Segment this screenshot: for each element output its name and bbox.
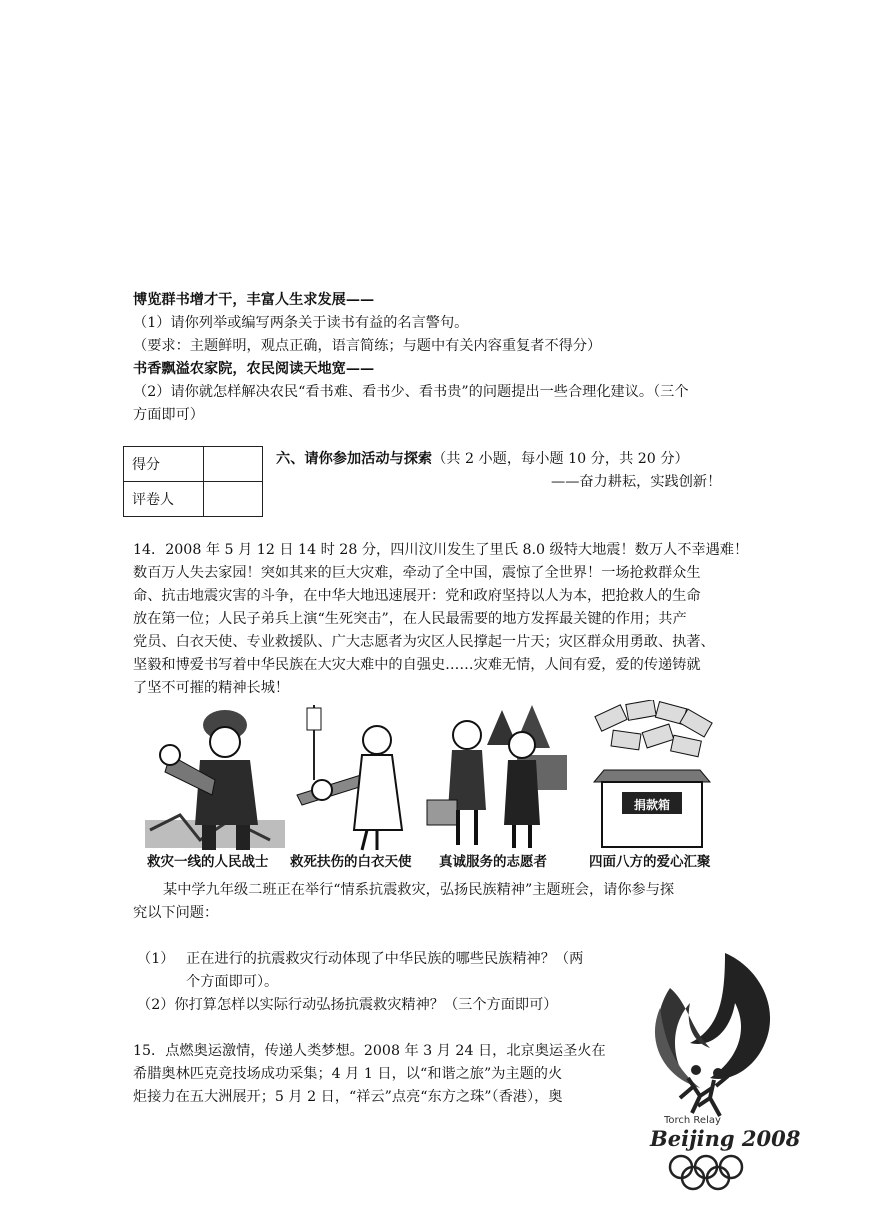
subquestion-1-line-1: 正在进行的抗震救灾行动体现了中华民族的哪些民族精神？（两 bbox=[186, 951, 584, 967]
question-1-requirement: （要求：主题鲜明，观点正确，语言简练；与题中有关内容重复者不得分） bbox=[133, 338, 602, 354]
q15-line-3: 炬接力在五大洲展开；5 月 2 日，“祥云”点亮“东方之珠”（香港），奥 bbox=[133, 1089, 563, 1105]
torch-relay-logo bbox=[630, 948, 801, 1198]
reading-heading-1: 博览群书增才干，丰富人生求发展—— bbox=[133, 292, 375, 308]
olympic-rings-icon bbox=[666, 1153, 766, 1193]
torch-relay-subtitle: Torch Relay bbox=[664, 1115, 721, 1126]
score-cell bbox=[204, 447, 263, 482]
question-2-line-2: 方面即可） bbox=[133, 407, 204, 423]
class-meeting-intro-line-2: 究以下问题： bbox=[133, 905, 219, 921]
volunteer-cartoon bbox=[422, 700, 572, 870]
section-motto: ——奋力耕耘，实践创新！ bbox=[551, 474, 722, 490]
q15-line-1: 15．点燃奥运激情，传递人类梦想。2008 年 3 月 24 日，北京奥运圣火在 bbox=[133, 1043, 606, 1059]
reading-heading-2: 书香飘溢农家院，农民阅读天地宽—— bbox=[133, 361, 375, 377]
grader-cell bbox=[204, 482, 263, 517]
subquestion-2: （2）你打算怎样以实际行动弘扬抗震救灾精神？（三个方面即可） bbox=[137, 997, 558, 1013]
caption-soldier: 救灾一线的人民战士 bbox=[147, 854, 269, 870]
q14-line-5: 党员、白衣天使、专业救援队、广大志愿者为灾区人民撑起一片天；灾区群众用勇敢、执著、 bbox=[133, 634, 715, 650]
grader-label: 评卷人 bbox=[124, 482, 204, 517]
question-1: （1）请你列举或编写两条关于读书有益的名言警句。 bbox=[133, 315, 469, 331]
class-meeting-intro-line-1: 某中学九年级二班正在举行“情系抗震救灾，弘扬民族精神”主题班会，请你参与探 bbox=[163, 882, 675, 898]
section-title-main: 六、请你参加活动与探索 bbox=[276, 451, 433, 467]
q14-line-6: 坚毅和博爱书写着中华民族在大灾大难中的自强史……灾难无情，人间有爱，爱的传递铸就 bbox=[133, 657, 701, 673]
beijing-2008-wordmark: Beijing 2008 bbox=[650, 1126, 801, 1151]
caption-donation: 四面八方的爱心汇聚 bbox=[589, 854, 711, 870]
subquestion-1-line-2: 个方面即可）。 bbox=[186, 974, 279, 990]
caption-medic: 救死扶伤的白衣天使 bbox=[290, 854, 412, 870]
medic-cartoon bbox=[292, 700, 422, 870]
caption-volunteer: 真诚服务的志愿者 bbox=[439, 854, 547, 870]
q14-line-3: 命、抗击地震灾害的斗争，在中华大地迅速展开：党和政府坚持以人为本，把抢救人的生命 bbox=[133, 588, 701, 604]
score-table bbox=[123, 446, 263, 517]
q15-line-2: 希腊奥林匹克竞技场成功采集；4 月 1 日，以“和谐之旅”为主题的火 bbox=[133, 1066, 563, 1082]
section-title bbox=[276, 449, 689, 469]
q14-line-2: 数百万人失去家园！突如其来的巨大灾难，牵动了全中国，震惊了全世界！一场抢救群众生 bbox=[133, 565, 701, 581]
q14-line-7: 了坚不可摧的精神长城！ bbox=[133, 680, 290, 696]
question-2-line-1: （2）请你就怎样解决农民“看书难、看书少、看书贵”的问题提出一些合理化建议。（三个 bbox=[133, 384, 689, 400]
q14-line-1: 14．2008 年 5 月 12 日 14 时 28 分，四川汶川发生了里氏 8.0 级特大地震！数万人不幸遇难！ bbox=[133, 542, 749, 558]
score-label: 得分 bbox=[124, 447, 204, 482]
soldier-cartoon bbox=[140, 700, 290, 870]
donation-box-cartoon bbox=[582, 700, 722, 870]
donation-box-label: 捐款箱 bbox=[633, 798, 670, 812]
q14-line-4: 放在第一位；人民子弟兵上演“生死突击”，在人民最需要的地方发挥最关键的作用；共产 bbox=[133, 611, 687, 627]
section-title-scoring: （共 2 小题，每小题 10 分，共 20 分） bbox=[432, 451, 689, 467]
subquestion-1-number: （1） bbox=[137, 951, 175, 967]
